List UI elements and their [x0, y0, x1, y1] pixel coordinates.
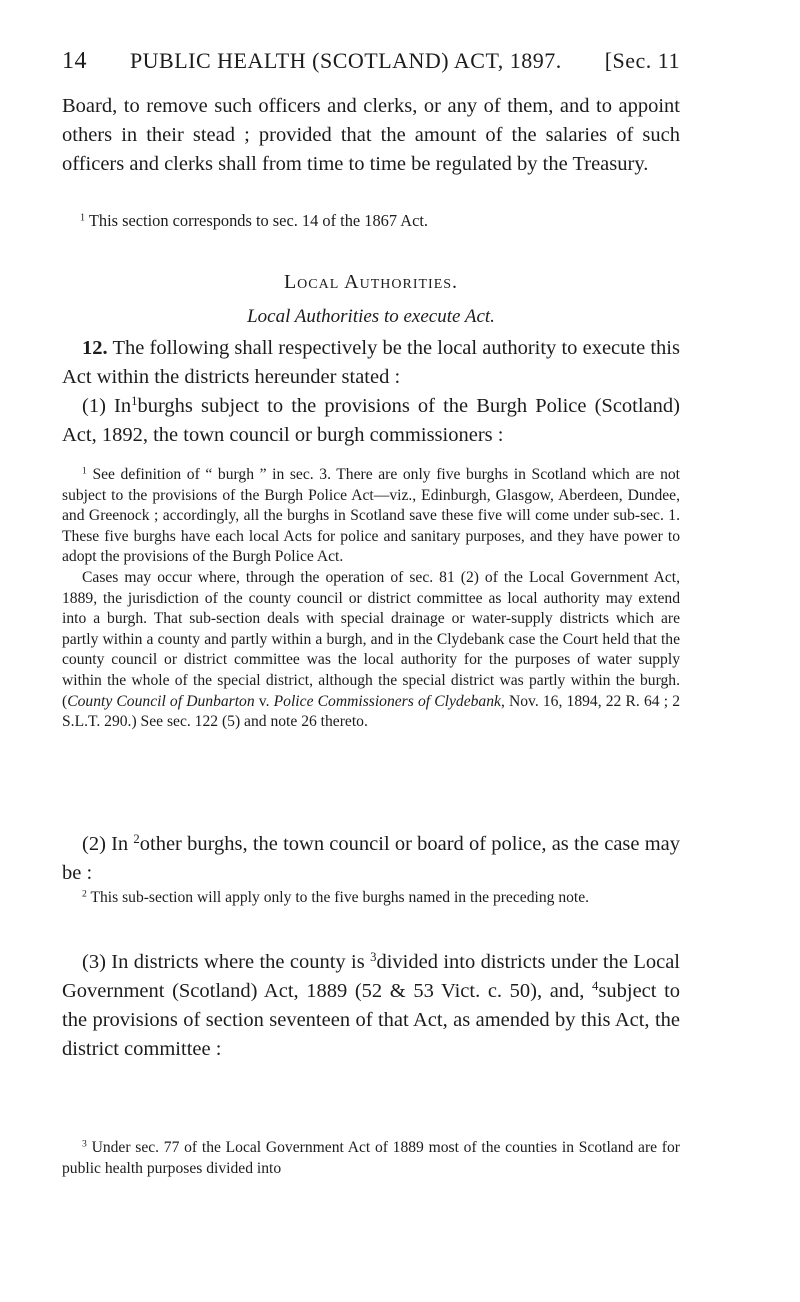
note-1: [62, 465, 680, 733]
subsection-1-mark: 1: [131, 394, 138, 409]
subsection-2-mark: 2: [133, 832, 140, 847]
section-12-text: [62, 334, 680, 392]
note-1-mark: 1: [82, 465, 87, 477]
footnote-mark: 1: [80, 212, 86, 224]
subsection-3-part-a: (3) In districts where the county is: [82, 951, 365, 973]
footnote-text: This section corresponds to sec. 14 of the 1867 Act.: [88, 211, 429, 230]
section-heading: Local Authorities to execute Act.: [247, 306, 495, 327]
section-12-body: The following shall respectively be the local authority to execute this Act within the districts hereunder stated :: [62, 337, 680, 388]
note-2-mark: 2: [82, 888, 87, 900]
intro-paragraph: Board, to remove such officers and clerks, or any of them, and to appoint others in their stead ; provided that the amount of the salaries of such officers and clerks shall from time to time be regulated by the Treasury.: [62, 95, 680, 175]
subsection-1-body: burghs subject to the provisions of the Burgh Police (Scotland) Act, 1892, the town council or burgh commissioners :: [62, 395, 680, 446]
case-name-police: Police Commissioners of Clydebank: [273, 692, 501, 710]
note-2: [62, 888, 680, 909]
subsection-1: [62, 392, 680, 450]
page-number: 14: [62, 48, 87, 74]
case-versus: v.: [254, 692, 274, 710]
subsection-3-mark-3: 3: [370, 950, 377, 965]
running-title: PUBLIC HEALTH (SCOTLAND) ACT, 1897.: [129, 48, 562, 73]
subsection-1-label: (1) In: [82, 395, 132, 417]
note-3: [62, 1138, 680, 1179]
subsection-3-mark-4: 4: [592, 979, 599, 994]
case-name-county: County Council of Dunbarton: [67, 692, 255, 710]
section-number: 12.: [82, 337, 108, 359]
note-1-paragraph-2a: Cases may occur where, through the operation of sec. 81 (2) of the Local Government Act, 1889, the jurisdiction of the county council or district committee as local authority may extend into a burgh. That sub-section deals with special drainage or water-supply districts which are partly within a county and partly within a burgh, and in the Clydebank case the Court held that the county council or district committee was the local authority for the purposes of water supply within the whole of the special district, although the special district was partly within the burgh. (: [62, 568, 680, 710]
note-1-paragraph-1: See definition of “ burgh ” in sec. 3. There are only five burghs in Scotland which are not subject to the provisions of the Burgh Police Act—viz., Edinburgh, Glasgow, Aberdeen, Dundee, and Greenock ; accordingly, all the burghs in Scotland save these five will come under sub-sec. 1. These five burghs have each local Acts for police and sanitary purposes, and they have power to adopt the provisions of the Burgh Police Act.: [62, 466, 680, 566]
note-3-text: Under sec. 77 of the Local Government Act of 1889 most of the counties in Scotland are for public health purposes divided into: [62, 1139, 680, 1177]
part-heading: Local Authorities.: [283, 271, 459, 293]
note-2-text: This sub-section will apply only to the five burghs named in the preceding note.: [90, 889, 590, 906]
subsection-3-part-c: subject to the provisions of section seventeen of that Act, as amended by this Act, the district committee :: [62, 980, 681, 1060]
running-header: [62, 48, 680, 75]
section-reference: [Sec. 11: [604, 48, 680, 73]
footnote-intro: [62, 211, 680, 232]
subsection-3: [62, 948, 680, 1064]
subsection-2: [62, 830, 680, 888]
subsection-2-label: (2) In: [82, 833, 129, 855]
subsection-2-body: other burghs, the town council or board of police, as the case may be :: [62, 833, 681, 884]
note-1-paragraph-2b: , Nov. 16, 1894, 22 R. 64 ; 2 S.L.T. 290.) See sec. 122 (5) and note 26 thereto.: [62, 692, 680, 731]
note-3-mark: 3: [82, 1138, 87, 1150]
subsection-3-part-b: divided into districts under the Local Government (Scotland) Act, 1889 (52 & 53 Vict. c. 50), and,: [62, 951, 680, 1002]
